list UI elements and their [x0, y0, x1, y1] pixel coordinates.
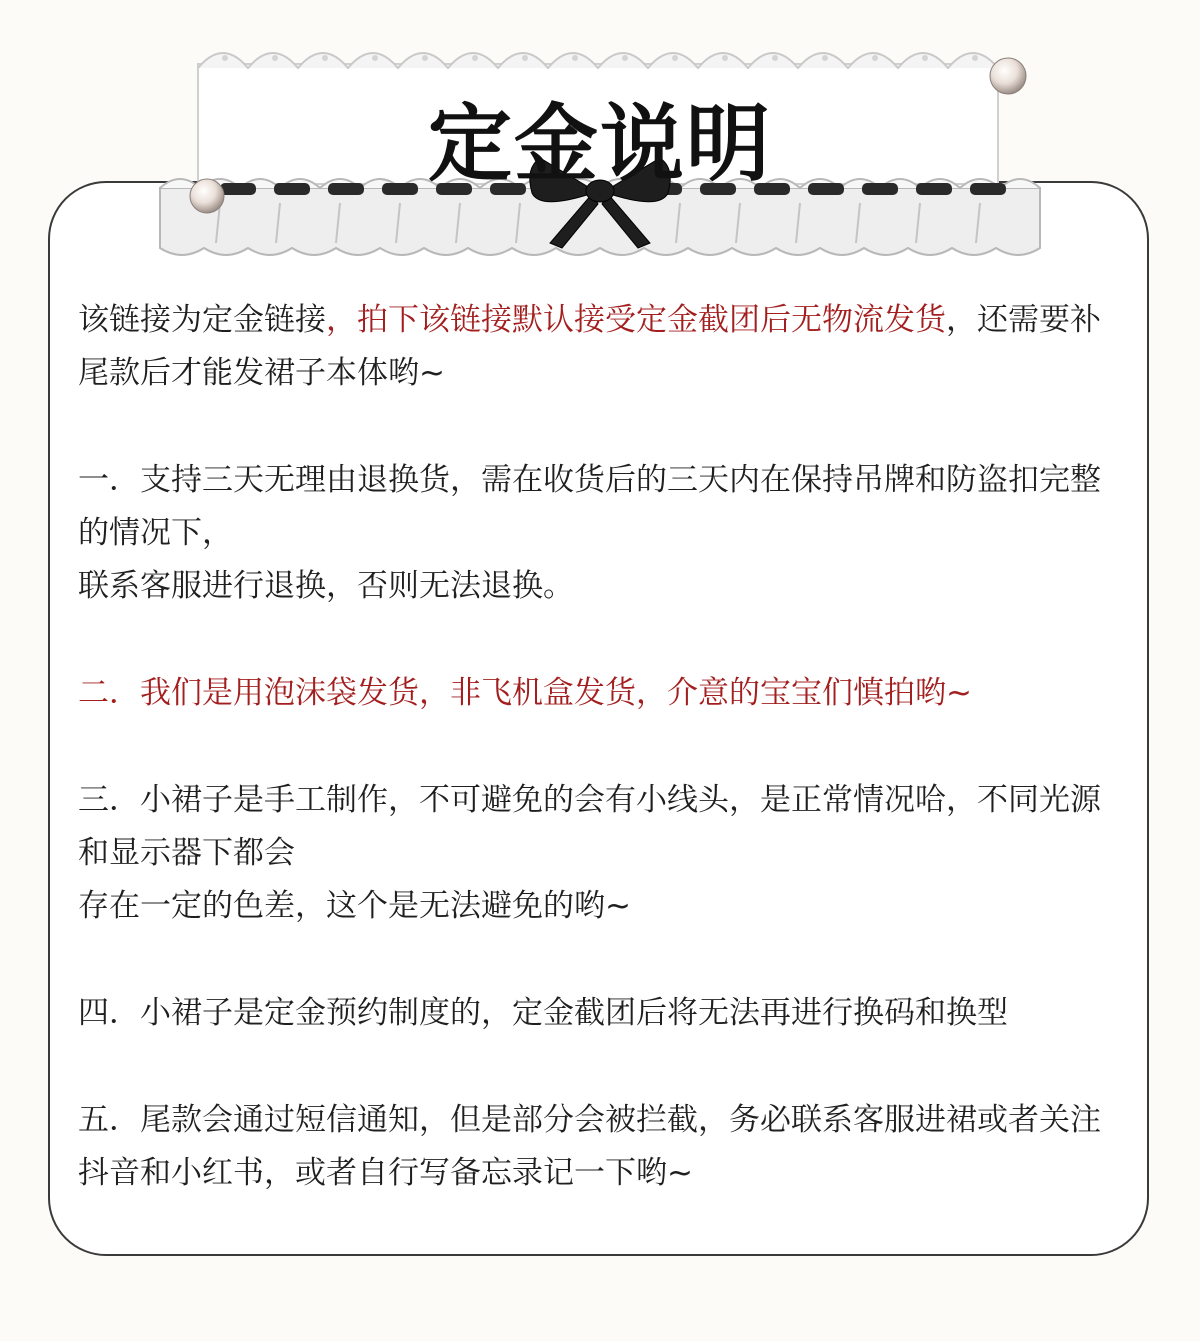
- item-1-line-2: 联系客服进行退换，否则无法退换。: [78, 568, 574, 604]
- title-banner: [150, 38, 1050, 268]
- item-5: 五．尾款会通过短信通知，但是部分会被拦截，务必联系客服进裙或者关注抖音和小红书，或者自行写备忘录记一下哟~: [78, 1102, 1101, 1191]
- intro-highlight: ，拍下该链接默认接受定金截团后无物流发货: [326, 302, 946, 338]
- notice-text: [78, 294, 1108, 1200]
- intro-paragraph: [78, 294, 1108, 400]
- item-1-line-1: 一．支持三天无理由退换货，需在收货后的三天内在保持吊牌和防盗扣完整的情况下，: [78, 462, 1101, 551]
- intro-suffix: ，还需要补尾款后才能发裙子本体哟~: [78, 302, 1101, 391]
- item-3-line-1: 三．小裙子是手工制作，不可避免的会有小线头，是正常情况哈，不同光源和显示器下都会: [78, 782, 1101, 871]
- intro-text: 该链接为定金链接: [78, 302, 326, 338]
- item-4: 四．小裙子是定金预约制度的，定金截团后将无法再进行换码和换型: [78, 995, 1008, 1031]
- page-title: 定金说明: [427, 95, 772, 193]
- item-2: 二．我们是用泡沫袋发货，非飞机盒发货，介意的宝宝们慎拍哟~: [78, 675, 972, 711]
- item-3-line-2: 存在一定的色差，这个是无法避免的哟~: [78, 888, 631, 924]
